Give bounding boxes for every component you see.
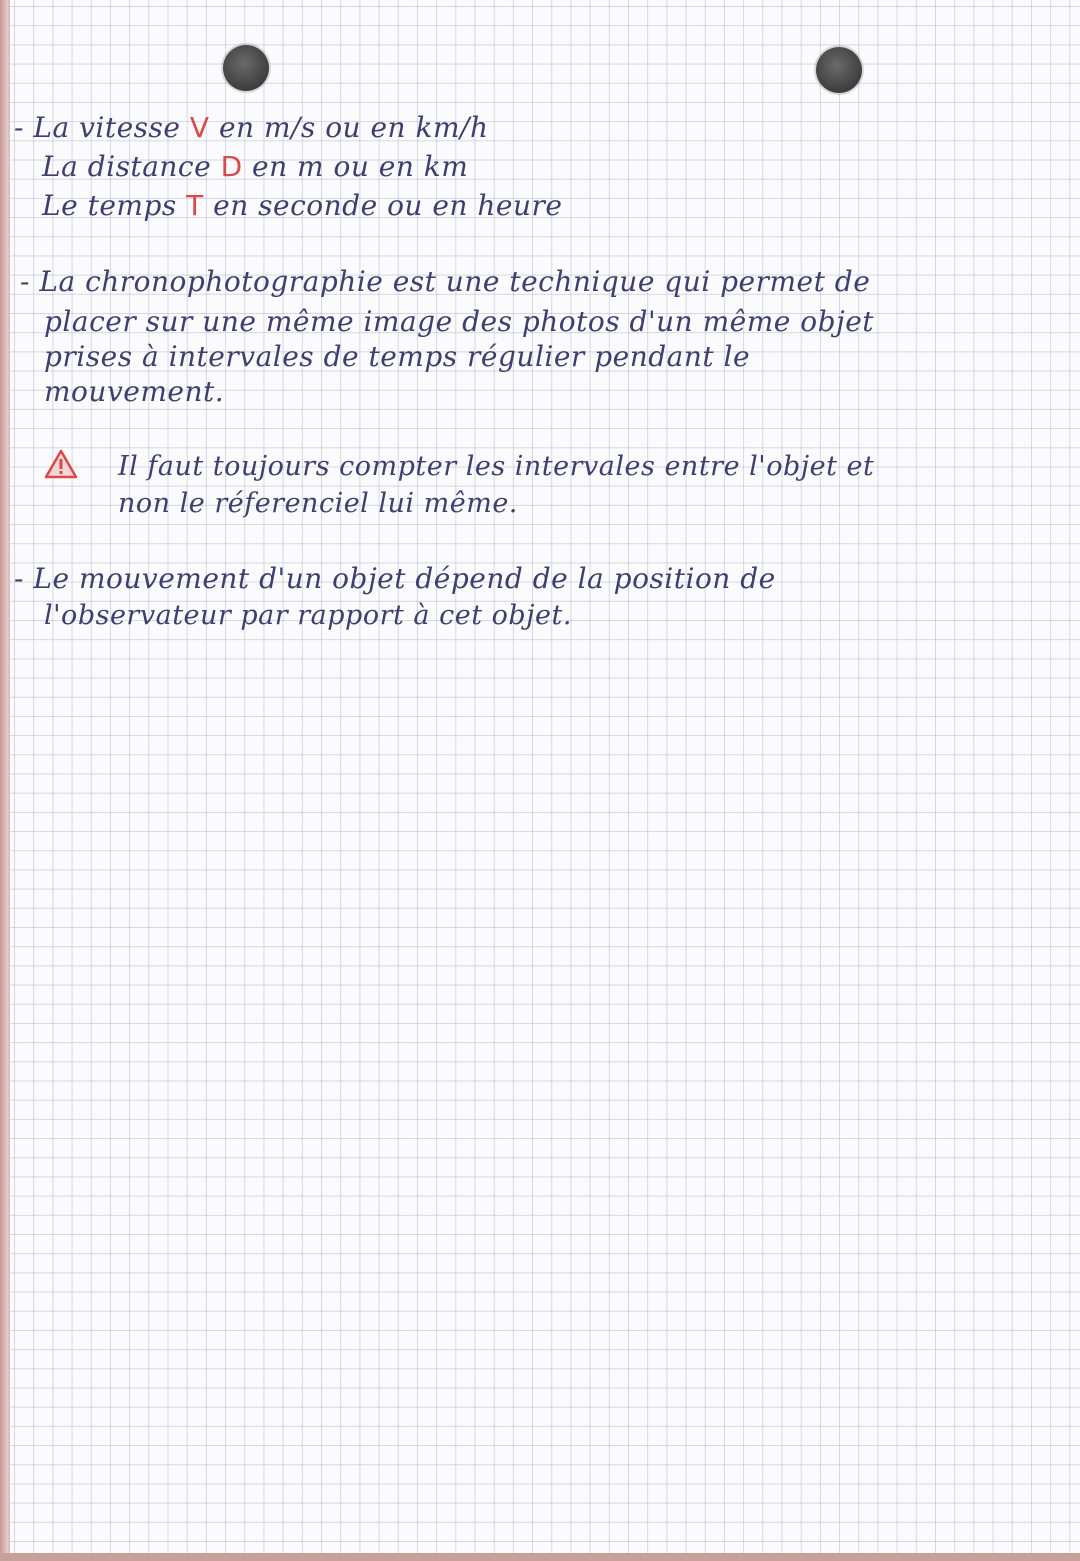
bullet-dash: - [20,265,30,298]
chrono-line-3: prises à intervales de temps régulier pendant le [44,340,751,373]
paper-bottom-edge [0,1553,1080,1561]
speed-symbol: V [189,111,210,144]
chrono-line-4: mouvement. [44,375,225,408]
units-line-speed [14,110,488,146]
warning-line-1: Il faut toujours compter les intervales entre l'objet et [118,451,875,482]
bullet-dash: - [14,111,24,144]
distance-symbol: D [220,150,243,183]
chrono-line-2: placer sur une même image des photos d'un même objet [44,305,875,338]
speed-units: en m/s ou en km/h [218,111,489,144]
chrono-text-1: La chronophotographie est une technique qui permet de [39,265,871,298]
units-line-distance [42,149,468,185]
speed-label: La vitesse [33,111,181,144]
units-line-time [42,188,562,224]
punch-hole-left [223,45,269,91]
distance-units: en m ou en km [252,150,469,183]
movement-text-1: Le mouvement d'un objet dépend de la position de [33,562,776,595]
distance-label: La distance [42,150,212,183]
warning-line-2: non le réferenciel lui même. [118,488,518,519]
warning-triangle-icon [44,449,78,479]
grid-paper-sheet [8,0,1080,1553]
bullet-dash: - [14,562,24,595]
punch-hole-right [816,47,862,93]
movement-line-2: l'observateur par rapport à cet objet. [44,600,572,631]
time-label: Le temps [42,189,177,222]
chrono-line-1 [20,264,870,300]
time-units: en seconde ou en heure [213,189,563,222]
movement-line-1 [14,561,776,597]
paper-left-edge [0,0,8,1561]
time-symbol: T [186,189,204,222]
